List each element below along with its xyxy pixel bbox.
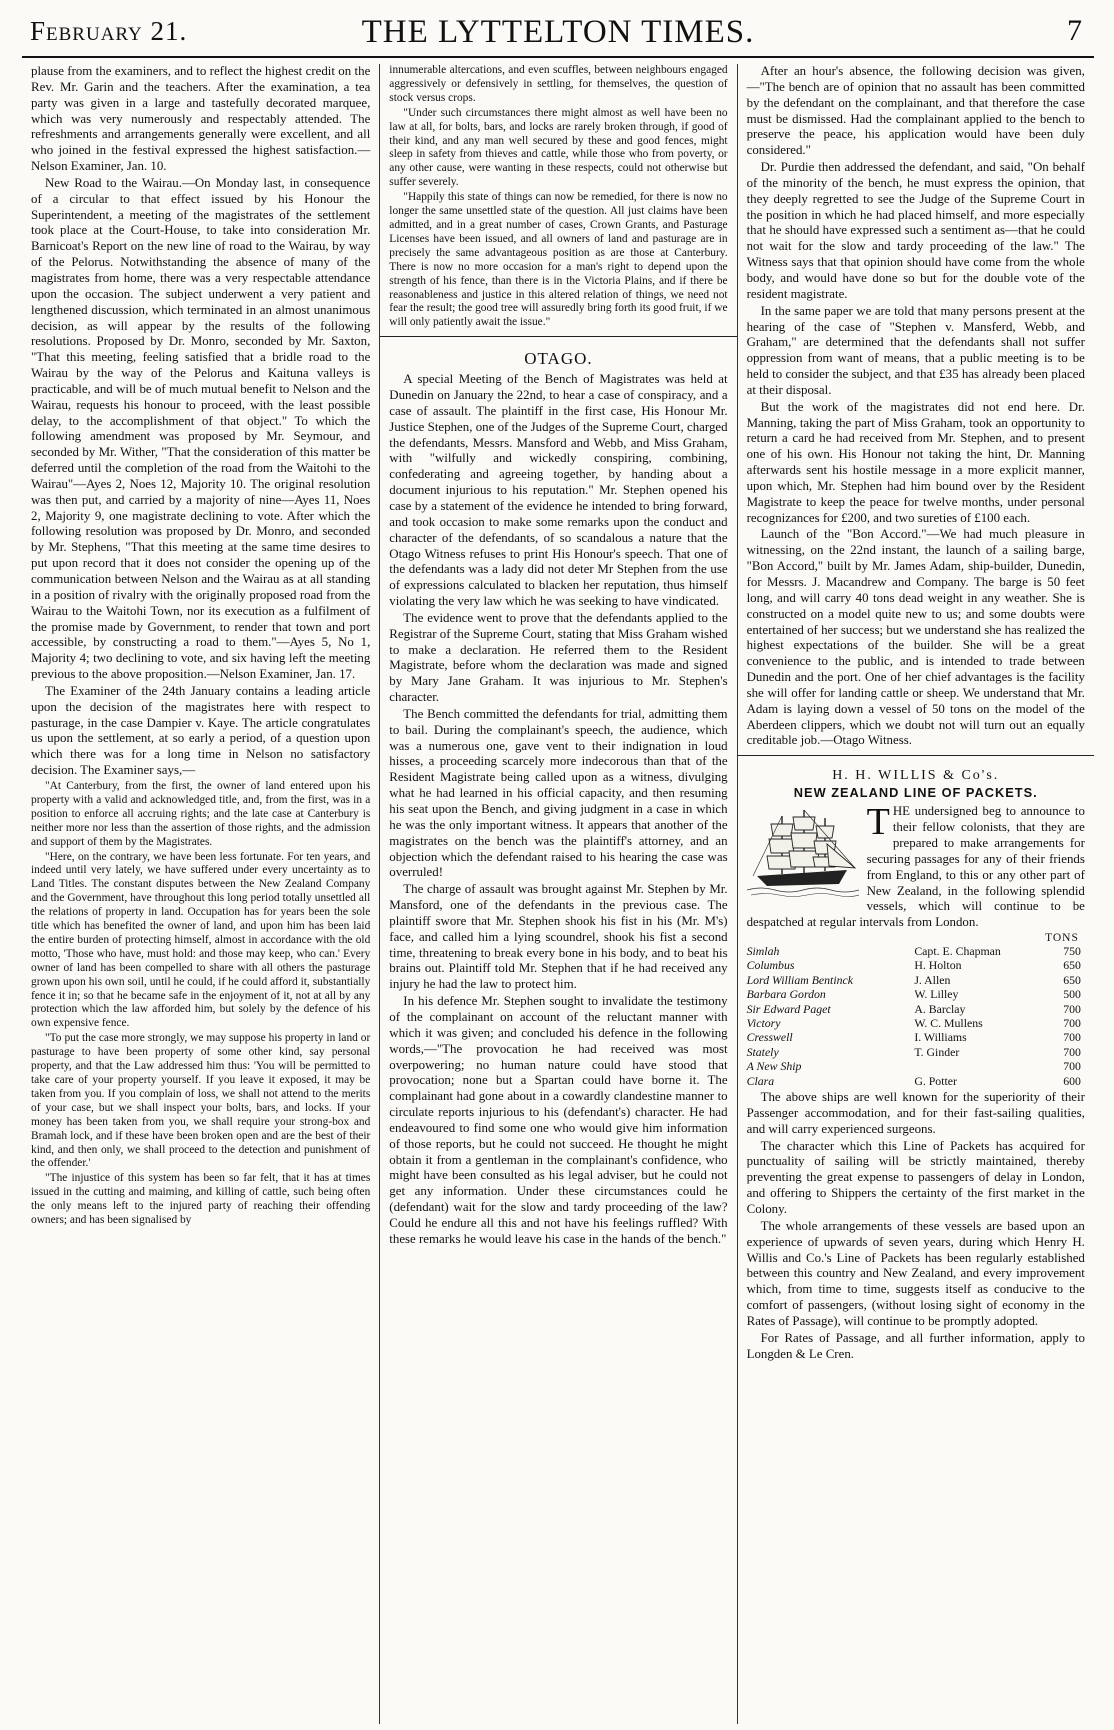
column-middle	[379, 64, 736, 1724]
fleet-row	[747, 973, 1085, 987]
ship-tons: 600	[1063, 1073, 1081, 1088]
column-left	[22, 64, 379, 1724]
ship-tons: 700	[1063, 1001, 1081, 1016]
ad-paragraph: The whole arrangements of these vessels are based upon an experience of upwards of seven years, during which Henry H. Willis and Co.'s Line of Packets has been regularly established between this country and New Zealand, and every improvement which, from time to time, suggests itself as conducive to the comfort of passengers, (without losing sight of economy in the Rates of Passage), will continue to be promptly adopted.	[746, 1218, 1085, 1328]
ship-master: A. Barclay	[914, 1001, 966, 1016]
newspaper-title: THE LYTTELTON TIMES.	[361, 14, 755, 50]
column-right	[737, 64, 1094, 1724]
quoted-paragraph: "Here, on the contrary, we have been less fortunate. For ten years, and indeed until very lately, we have suffered under every uncertainty as to Land Titles. The constant disputes between the New Zealand Company and the Government, have throughout this long period totally unsettled all the relations of property in land. Occupation has for years been the sole title which has benefited the owner of land, and upon him has been laid the entire burden of protecting himself, almost in accordance with the old motto, 'Those who have, must hold: and those may keep, who can.' Every owner of land has been compelled to share with all others the pasturage grown upon his own soil, until he could, if he could afford it, substantially fence it in; so that he became safe in the enjoyment of it, not at all by any protection which the law afforded him, but solely by the defence of his own expensive fence.	[31, 850, 371, 1030]
fleet-row	[747, 944, 1085, 958]
ship-master: Capt. E. Chapman	[914, 944, 1001, 959]
article-paragraph: Launch of the "Bon Accord."—We had much pleasure in witnessing, on the 22nd instant, the launch of a sailing barge, "Bon Accord," built by Mr. James Adam, ship-builder, Dunedin, for Messrs. J. Macandrew and Company. The barge is 50 feet long, and will carry 40 tons dead weight in any weather. She is constructed on a model quite new to us; and some doubts were entertained of her success; but we understand she has realized the highest expectations of the builder. She will be a great convenience to the public, and is intended to trade between Dunedin and the port. One of her chief advantages is the facility she will offer for landing cattle or sheep. We understand that Mr. Adam is laying down a vessel of 50 tons on the model of the Aberdeen clippers, which we doubt not will turn out an equally creditable job.—Otago Witness.	[746, 527, 1085, 748]
ship-tons: 700	[1063, 1030, 1081, 1045]
article-paragraph: In his defence Mr. Stephen sought to invalidate the testimony of the complainant on account of the reluctant manner with which it was given; and concluded his defence in the following words,—"The provocation he had received was most overpowering; no human nature could have stood that provocation; none but a Spartan could have borne it. The complainant had gone about in a cowardly clandestine manner to circulate reports injurious to his (defendant's) character. He had endeavoured to find some one who would give him information of those reports, but he could not succeed. He thought he might obtain it from a gentleman in the complainant's confidence, who might have been consulted as his legal adviser, but he could not get any information. Under these circumstances could he (defendant) wait for the slow and tardy proceeding of the law? Could he endure all this and not have his feelings ruffled? With these remarks he would leave his case in the hands of the bench."	[389, 994, 728, 1246]
page-number: 7	[1067, 14, 1082, 47]
ad-paragraph: The character which this Line of Packets has acquired for punctuality of sailing will be strictly maintained, thereby preventing the great expense to passengers of delay in London, and offering to Shippers the certainty of the first market in the Colony.	[746, 1138, 1085, 1216]
fleet-row	[747, 1059, 1085, 1073]
quoted-paragraph: "Under such circumstances there might almost as well have been no law at all, for bolts, bars, and locks are rarely broken through, if good of their kind, and any man well secured by these and good fences, might sleep in safety from thieves and cattle, while those who from poverty, or any other cause, were wanting in these respects, could not otherwise but suffer severely.	[389, 106, 728, 189]
ship-name: Clara	[746, 1073, 775, 1088]
ship-name: A New Ship	[746, 1059, 802, 1074]
ship-name: Victory	[746, 1016, 781, 1031]
fleet-row	[747, 958, 1085, 972]
fleet-row	[747, 987, 1085, 1001]
ship-master: H. Holton	[914, 958, 962, 973]
ship-master	[914, 1059, 1050, 1073]
ad-subtitle: NEW ZEALAND LINE OF PACKETS.	[793, 785, 1038, 801]
ship-tons: 700	[1063, 1059, 1081, 1074]
ship-tons: 700	[1063, 1016, 1081, 1031]
ship-tons: 500	[1063, 987, 1081, 1002]
ship-name: Simlah	[746, 944, 780, 959]
issue-date: February 21.	[30, 16, 188, 46]
fleet-row	[747, 1016, 1085, 1030]
article-paragraph: Dr. Purdie then addressed the defendant, and said, "On behalf of the minority of the bench, he must express the opinion, that they deeply regretted to see the Judge of the Supreme Court in the position in which he had placed himself, and more especially that he should have expressed such a sentiment as—that he could not wait for the slow and tardy proceeding of the law." The Witness says that that opinion should have come from the whole body, and would have done so but for the double vote of the resident magistrate.	[746, 160, 1085, 301]
fleet-row	[747, 1045, 1085, 1059]
fleet-table	[747, 944, 1085, 1088]
quoted-paragraph: "At Canterbury, from the first, the owner of land entered upon his property with a valid and acknowledged title, and, from the first, was in a position to enforce all accruing rights; and the late case at Canterbury is neither more nor less than the assertion of those rights, and the admission and support of them by the Magistrates.	[31, 779, 371, 848]
ad-paragraph: For Rates of Passage, and all further information, apply to Longden & Le Cren.	[746, 1330, 1085, 1361]
ship-name: Columbus	[746, 958, 795, 973]
ad-paragraph: The above ships are well known for the superiority of their Passenger accommodation, and for their fast-sailing qualities, and will carry experienced surgeons.	[746, 1090, 1085, 1136]
article-paragraph: plause from the examiners, and to reflect the highest credit on the Rev. Mr. Garin and the teachers. After the examination, a tea party was given in a large and tastefully decorated marquee, which was very numerously and respectably attended. The refreshments and arrangements generally were excellent, and all who joined in the festival expressed the highest satisfaction.—Nelson Examiner, Jan. 10.	[31, 64, 371, 174]
article-paragraph: But the work of the magistrates did not end here. Dr. Manning, taking the part of Miss Graham, took an opportunity to return a card he had received from Mr. Stephen, and to present one of his own. His Honour not taking the hint, Dr. Manning afterwards sent his hostile message in a more explicit manner, upon which, Mr. Stephen had him bound over by the Resident Magistrate to keep the peace for twelve months, under personal recognizances for £200, and two sureties of £100 each.	[746, 399, 1085, 525]
quoted-paragraph: "Happily this state of things can now be remedied, for there is now no longer the same unsettled state of the question. All just claims have been admitted, and in a great number of cases, Crown Grants, and Pasturage Licenses have been issued, and all owners of land and pasturage are in precisely the same advantageous position as are those at Canterbury. There is now no more occasion for a man's right to depend upon the strength of his fence, than there is in the Victoria Plains, and if there be reasonableness and justice in this altered relation of things, we need not fear the result; the good tree will assuredly bring forth its good fruit, if we will only patiently await the issue."	[389, 191, 728, 329]
article-columns	[22, 64, 1094, 1724]
ship-tons: 750	[1063, 944, 1081, 959]
article-paragraph: In the same paper we are told that many persons present at the hearing of the case of "Stephen v. Mansferd, Webb, and Graham," are determined that the defendants shall not suffer oppression from want of means, that a public meeting is to be held to consider the subject, and that £35 has already been placed at their disposal.	[746, 303, 1085, 397]
article-paragraph: A special Meeting of the Bench of Magistrates was held at Dunedin on January the 22nd, to hear a case of conspiracy, and a case of assault. The plaintiff in the first case, His Honour Mr. Justice Stephen, one of the Judges of the Supreme Court, charged the defendants, Messrs. Mansford and Webb, and Miss Graham, with "wilfully and wickedly conspiring, combining, confederating and agreeing together, by handing about a document injurious to his reputation." Mr. Stephen opened his case by a statement of the evidence he intended to bring forward, and took occasion to make some remarks upon the conduct and character of the defendants, of so scandalous a nature that the Otago Witness refuses to print His Honour's speech. That one of the defendants was a lady did not deter Mr Stephen from the use of expressions calculated to blacken her reputation, thus himself violating the very law which he was seeking to have vindicated.	[389, 372, 728, 609]
ship-name: Sir Edward Paget	[746, 1001, 831, 1016]
ship-tons: 700	[1063, 1044, 1081, 1059]
ship-name: Stately	[746, 1044, 779, 1059]
ship-name: Lord William Bentinck	[746, 972, 853, 987]
section-divider	[380, 336, 736, 337]
fleet-row	[747, 1074, 1085, 1088]
fleet-row	[747, 1002, 1085, 1016]
quoted-paragraph: innumerable altercations, and even scuffles, between neighbours engaged aggressively or defensively in settling, for themselves, the question of stock versus crops.	[389, 64, 728, 104]
ship-name: Barbara Gordon	[746, 987, 826, 1002]
ad-title: H. H. WILLIS & Co's.	[832, 768, 1000, 784]
article-paragraph: New Road to the Wairau.—On Monday last, in consequence of a circular to that effect issued by his Honour the Superintendent, a meeting of the magistrates of the settlement took place at the Court-House, to take into consideration Mr. Barnicoat's Report on the new line of road to the Wairau, by way of the Pelorus. Notwithstanding the absence of many of the magistrates from home, there was a very respectable attendance upon the occasion. The subject underwent a very patient and lengthened discussion, which terminated in an almost unanimous decision, as will appear by the results of the following resolutions. Proposed by Dr. Monro, seconded by Mr. Saxton, "That this meeting, feeling satisfied that a bridle road to the Wairau by the way of the Pelorus and Kaituna valleys is practicable, and will be of much mutual benefit to Nelson and the Wairau, requests his honour to proceed, with the least possible delay, to the accomplishment of that object." To which the following amendment was proposed by Mr. Seymour, and seconded by Mr. Wither, "That the consideration of this matter be deferred until the completion of the road from the Waitohi to the Wairau"—Ayes 2, Noes 12, Majority 10. The original resolution was then put, and carried by a majority of nine—Ayes 11, Noes 2, Majority 9, one magistrate declining to vote. After which the following resolution was proposed by Dr. Monro, and seconded by Mr. Stephens, "That this meeting at the same time desires to put upon record that it does not consider the opening up of the communication between Nelson and the Wairau as at all standing in a position of rivalry with the originally proposed road from the Wairau to the Waitohi Town, nor its execution as a fulfilment of the promise made by Government, to render that town and port accessible, by constructing a road to them."—Ayes 5, No 1, Majority 4; two declining to vote, and six having left the meeting previous to the above proposition.—Nelson Examiner, Jan. 17.	[31, 175, 371, 682]
ship-master: I. Williams	[914, 1030, 967, 1045]
ship-master: J. Allen	[914, 972, 951, 987]
packet-line-advertisement	[747, 768, 1085, 1362]
ship-tons: 650	[1063, 972, 1081, 987]
ship-master: G. Potter	[914, 1073, 957, 1088]
ship-master: T. Ginder	[914, 1044, 960, 1059]
ship-tons: 650	[1063, 958, 1081, 973]
quoted-paragraph: "The injustice of this system has been so far felt, that it has at times issued in the cutting and maiming, and killing of cattle, such being often the only means left to the injured party of reaching their offending owners; and has been signalised by	[31, 1172, 371, 1227]
article-paragraph: The Examiner of the 24th January contains a leading article upon the decision of the magistrates here with respect to pasturage, in the case Dampier v. Kaye. The article congratulates us upon the settlement, at so early a period, of a question upon which there was for a long time in Nelson no satisfactory decision. The Examiner says,—	[31, 683, 371, 778]
ship-master: W. C. Mullens	[914, 1016, 983, 1031]
section-heading-otago: OTAGO.	[524, 349, 593, 369]
dropcap-letter: T	[866, 801, 890, 844]
ad-intro-text: HE undersigned beg to announce to their fellow colonists, that they are prepared to make arrangements for securing passages for any of their friends from England, to this or any other part of New Zealand, in the following splendid vessels, which will continue to be despatched at regular intervals from London.	[746, 804, 1085, 930]
article-paragraph: After an hour's absence, the following decision was given,—"The bench are of opinion that no assault has been committed by the defendant on the complainant, and that therefore the case must be dismissed. Had the complainant applied to the bench to preserve the peace, his application would have been duly considered."	[746, 64, 1085, 158]
ship-name: Cresswell	[746, 1030, 793, 1045]
masthead	[22, 10, 1094, 58]
fleet-row	[747, 1030, 1085, 1044]
ship-master: W. Lilley	[914, 987, 959, 1002]
quoted-paragraph: "To put the case more strongly, we may suppose his property in land or pasturage to have been property of some other kind, say personal property, and that the Law addressed him thus: 'You will be permitted to take care of your property yourself. If you leave it exposed, it may be taken from you. If you complain of loss, we shall not attend to the merits of your case, but we shall inspect your bolts, bars, and locks. If your money has been taken from you, we shall require your strong-box and Bramah lock, and if these have been broken open and are the best of their kind, and then only, we shall proceed to the detection and punishment of the offender.'	[31, 1032, 371, 1170]
sailing-ship-icon	[747, 806, 859, 900]
article-paragraph: The evidence went to prove that the defendants applied to the Registrar of the Supreme Court, stating that Miss Graham wished to make a declaration. He referred them to the Resident Magistrate, before whom the declaration was made and signed by Mary Jane Graham. It was injurious to Mr. Stephen's character.	[389, 610, 728, 705]
article-paragraph: The charge of assault was brought against Mr. Stephen by Mr. Mansford, one of the defendants in the previous case. The plaintiff swore that Mr. Stephen shook his fist in his (Mr. M's) face, and called him a lying scoundrel, shook his fist a second time, threatening to break every bone in his body, and to beat his brains out. Plaintiff told Mr. Stephen that if he had received any injury he had the law to protect him.	[389, 882, 728, 992]
tons-column-header: TONS	[1045, 932, 1079, 945]
section-divider	[738, 755, 1094, 756]
article-paragraph: The Bench committed the defendants for trial, admitting them to bail. During the complainant's speech, the audience, which was a numerous one, gave vent to their indignation in loud hisses, a proceeding scarcely more indecorous than that of the Resident Magistrate being called upon as a witness, divulging what he had learned in his official capacity, and then resuming his seat upon the Bench, and giving judgment in a case in which he was the only important witness. It appears that another of the magistrates on the bench was the plaintiff's attorney, and an objection which the defendant raised to his hearing the case was overruled!	[389, 706, 728, 880]
